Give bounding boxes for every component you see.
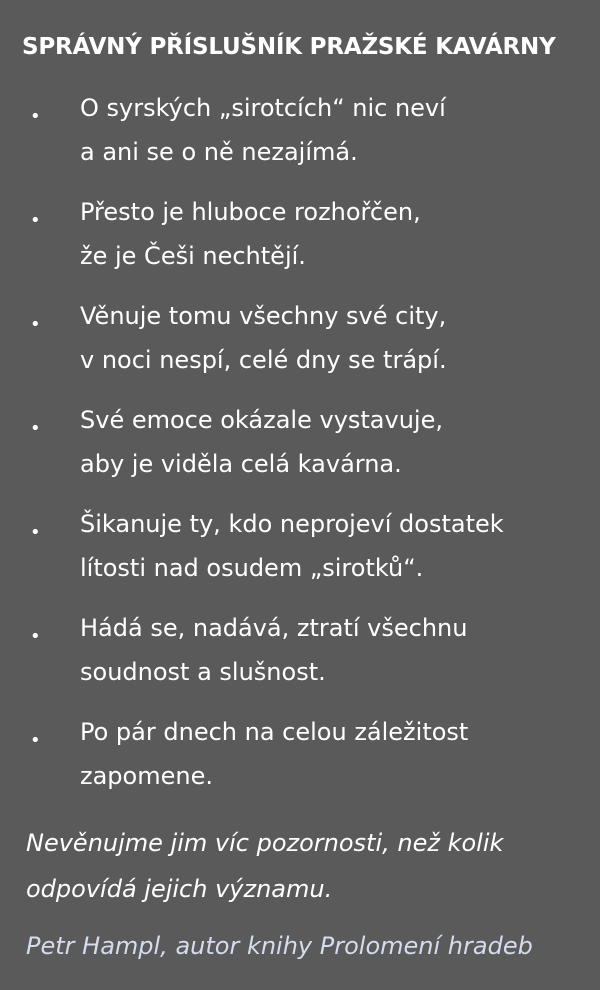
bullet-line: že je Češi nechtějí.	[80, 242, 306, 270]
bullet-text	[80, 294, 590, 382]
bullet-line: Hádá se, nadává, ztratí všechnu	[80, 614, 468, 642]
bullet-icon: •	[30, 626, 41, 647]
bullet-line: Přesto je hluboce rozhořčen,	[80, 198, 421, 226]
bullet-line: Po pár dnech na celou záležitost	[80, 718, 469, 746]
bullet-line: Šikanuje ty, kdo neprojeví dostatek	[80, 510, 504, 538]
author-signature: Petr Hampl, autor knihy Prolomení hradeb	[26, 932, 533, 960]
bullet-icon: •	[30, 210, 41, 231]
bullet-text	[80, 86, 590, 174]
bullet-icon: •	[30, 522, 41, 543]
bullet-text	[80, 710, 590, 798]
list-item	[0, 86, 600, 190]
list-item	[0, 294, 600, 398]
list-item	[0, 190, 600, 294]
bullet-icon: •	[30, 106, 41, 127]
closing-statement	[26, 820, 596, 912]
closing-line: odpovídá jejich významu.	[26, 875, 333, 903]
list-item	[0, 710, 600, 814]
bullet-text	[80, 398, 590, 486]
bullet-text	[80, 502, 590, 590]
bullet-line: Věnuje tomu všechny své city,	[80, 302, 447, 330]
bullet-line: Své emoce okázale vystavuje,	[80, 406, 443, 434]
bullet-list	[0, 86, 600, 814]
list-item	[0, 502, 600, 606]
list-item	[0, 398, 600, 502]
bullet-line: lítosti nad osudem „sirotků“.	[80, 554, 424, 582]
bullet-line: v noci nespí, celé dny se trápí.	[80, 346, 447, 374]
bullet-icon: •	[30, 314, 41, 335]
bullet-line: soudnost a slušnost.	[80, 658, 326, 686]
card-title: SPRÁVNÝ PŘÍSLUŠNÍK PRAŽSKÉ KAVÁRNY	[22, 34, 556, 60]
list-item	[0, 606, 600, 710]
bullet-line: a ani se o ně nezajímá.	[80, 138, 358, 166]
bullet-line: zapomene.	[80, 762, 213, 790]
bullet-line: aby je viděla celá kavárna.	[80, 450, 402, 478]
bullet-text	[80, 190, 590, 278]
bullet-line: O syrských „sirotcích“ nic neví	[80, 94, 446, 122]
closing-line: Nevěnujme jim víc pozornosti, než kolik	[26, 829, 504, 857]
bullet-text	[80, 606, 590, 694]
bullet-icon: •	[30, 730, 41, 751]
bullet-icon: •	[30, 418, 41, 439]
